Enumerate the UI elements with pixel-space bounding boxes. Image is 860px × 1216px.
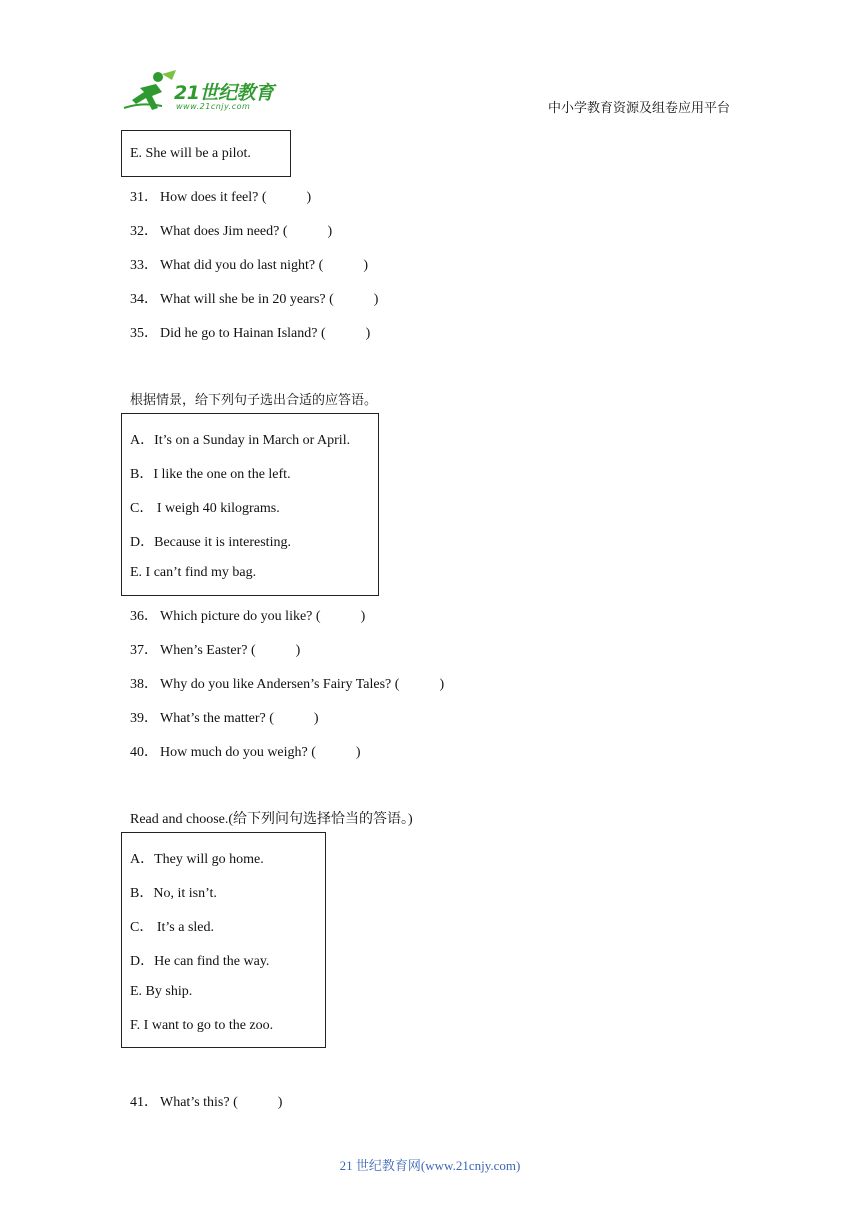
question-33: 33． What did you do last night? ( ): [130, 258, 368, 273]
option-c-3: C． It’s a sled.: [130, 920, 214, 935]
section-instruction-3: Read and choose.(给下列问句选择恰当的答语。): [130, 812, 413, 827]
option-e-3: E. By ship.: [130, 984, 193, 999]
option-a-3: A．They will go home.: [130, 852, 264, 867]
question-40: 40． How much do you weigh? ( ): [130, 745, 361, 760]
option-e-2: E. I can’t find my bag.: [130, 565, 257, 580]
option-f-3: F. I want to go to the zoo.: [130, 1018, 274, 1033]
question-39: 39． What’s the matter? ( ): [130, 711, 319, 726]
option-b-2: B．I like the one on the left.: [130, 467, 291, 482]
platform-name: 中小学教育资源及组卷应用平台: [548, 101, 731, 116]
question-34: 34． What will she be in 20 years? ( ): [130, 292, 379, 307]
site-logo: [122, 68, 292, 114]
question-37: 37． When’s Easter? ( ): [130, 643, 301, 658]
option-c-2: C． I weigh 40 kilograms.: [130, 501, 280, 516]
section-instruction-2: 根据情景，给下列句子选出合适的应答语。: [130, 393, 378, 408]
question-31: 31． How does it feel? ( ): [130, 190, 312, 205]
option-d-3: D．He can find the way.: [130, 954, 270, 969]
runner-logo-icon: [122, 68, 178, 114]
question-35: 35． Did he go to Hainan Island? ( ): [130, 326, 371, 341]
option-b-3: B．No, it isn’t.: [130, 886, 217, 901]
question-41: 41． What’s this? ( ): [130, 1095, 283, 1110]
question-32: 32． What does Jim need? ( ): [130, 224, 333, 239]
logo-url: www.21cnjy.com: [176, 102, 251, 111]
logo-text: 21世纪教育: [174, 82, 274, 104]
question-36: 36． Which picture do you like? ( ): [130, 609, 366, 624]
option-e-1: E. She will be a pilot.: [130, 146, 251, 161]
question-38: 38． Why do you like Andersen’s Fairy Tales? ( ): [130, 677, 445, 692]
option-a-2: A．It’s on a Sunday in March or April.: [130, 433, 351, 448]
option-d-2: D．Because it is interesting.: [130, 535, 291, 550]
footer-link[interactable]: 21 世纪教育网(www.21cnjy.com): [339, 1158, 521, 1173]
